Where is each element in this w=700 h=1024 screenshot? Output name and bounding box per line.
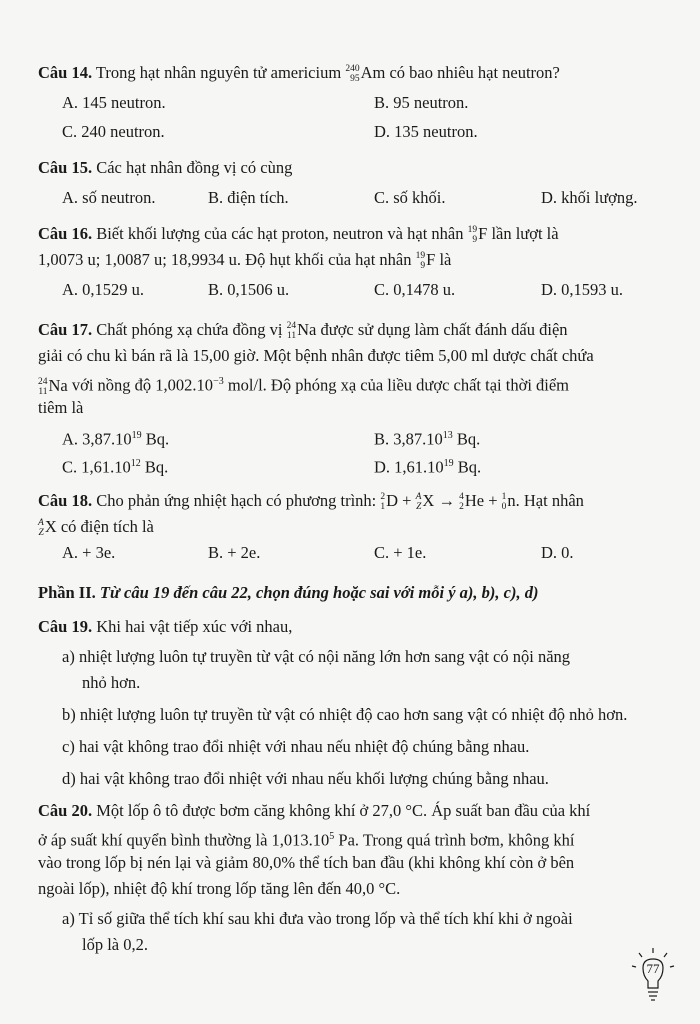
part2-label: Phần II. [38,583,96,602]
q17-line1-before: Chất phóng xạ chứa đồng vị [96,320,283,339]
q18-line2-after: có điện tích là [60,517,154,536]
q18-text-after: Hạt nhân [523,491,584,510]
q18-option-b: B. + 2e. [208,543,261,562]
q16-line2 [38,249,670,271]
q14-stem [38,62,670,84]
q19-item-c: c) hai vật không trao đổi nhiệt với nhau nếu nhiệt độ chúng bằng nhau. [62,737,530,756]
q15-stem [38,157,670,179]
q20-line4: ngoài lốp), nhiệt độ khí trong lốp tăng lên đến 40,0 °C. [38,879,401,898]
q17-line4: tiêm là [38,398,84,417]
q16-option-d: D. 0,1593 u. [541,280,624,299]
q16-fluorine-2: 19 9 F [415,250,436,272]
q20-item-a-line1: a) Tỉ số giữa thể tích khí sau khi đưa vào trong lốp và thể tích khí khi ở ngoài [62,909,573,928]
q18-option-c: C. + 1e. [374,543,427,562]
q17-line3-unit: mol/l. Độ phóng xạ của liều dược chất tại thời điểm [227,375,570,395]
q19-item-a-line2: nhỏ hơn. [82,673,141,692]
part2-instruction: Từ câu 19 đến câu 22, chọn đúng hoặc sai với mỗi ý a), b), c), d) [99,583,539,602]
q16-line2-after: là [439,250,452,269]
page-number: 77 [646,961,660,976]
q17-line3-exp: −3 [213,376,224,387]
q15-text: Các hạt nhân đồng vị có cùng [96,158,293,177]
q17-option-a: A. 3,87.10$^{19}$ Bq. [62,429,170,449]
q17-option-c: C. 1,61.10$^{12}$ Bq. [62,457,169,477]
q15-option-c: C. số khối. [374,188,446,207]
q18-label: Câu 18. [38,491,93,510]
q14-text-before: Trong hạt nhân nguyên tử americium [95,63,342,82]
q14-label: Câu 14. [38,63,93,82]
q16-option-b: B. 0,1506 u. [208,280,290,299]
q19-text: Khi hai vật tiếp xúc với nhau, [96,617,293,636]
q20-item-a-line2: lốp là 0,2. [82,935,148,954]
q18-nucleus-x: A Z X [38,517,57,539]
q17-line1 [38,319,670,341]
q19-item-b: b) nhiệt lượng luôn tự truyền từ vật có nhiệt độ cao hơn sang vật có nhiệt độ nhỏ hơn. [62,705,628,724]
q20-line1-text: Một lốp ô tô được bơm căng không khí ở 27,0 °C. Áp suất ban đầu của khí [96,801,591,820]
page-number-badge [630,946,676,1006]
q17-label: Câu 17. [38,320,93,339]
q14-text-after: có bao nhiêu hạt neutron? [389,63,560,82]
q16-line2-before: 1,0073 u; 1,0087 u; 18,9934 u. Độ hụt khối của hạt nhân [38,250,412,269]
q15-label: Câu 15. [38,158,93,177]
q15-option-a: A. số neutron. [62,188,156,207]
q19-label: Câu 19. [38,617,93,636]
q18-equation: 2 1 D + A Z X → 4 2 He + 1 0 n. [380,491,520,513]
q18-option-a: A. + 3e. [62,543,116,562]
q16-line1-after: lần lượt là [491,224,559,243]
q18-option-d: D. 0. [541,543,574,562]
q17-line2: giải có chu kì bán rã là 15,00 giờ. Một bệnh nhân được tiêm 5,00 ml dược chất chứa [38,346,594,365]
q16-option-a: A. 0,1529 u. [62,280,145,299]
q15-option-b: B. điện tích. [208,188,289,207]
q14-nuclide: 240 95 Am [345,63,386,85]
q16-label: Câu 16. [38,224,93,243]
q15-option-d: D. khối lượng. [541,188,638,207]
q14-option-a: A. 145 neutron. [62,93,166,112]
q20-line2: ở áp suất khí quyển bình thường là 1,013.10$^5$ Pa. Trong quá trình bơm, không khí [38,830,575,850]
q14-option-d: D. 135 neutron. [374,122,478,141]
q14-option-b: B. 95 neutron. [374,93,469,112]
q17-sodium-1: 24 11 Na [286,320,317,342]
q20-label: Câu 20. [38,801,93,820]
q16-option-c: C. 0,1478 u. [374,280,456,299]
part2-heading [38,582,670,604]
q19-stem [38,616,670,638]
q17-option-b: B. 3,87.10$^{13}$ Bq. [374,429,481,449]
q16-fluorine-1: 19 9 F [467,224,488,246]
q19-item-a-line1: a) nhiệt lượng luôn tự truyền từ vật có nội năng lớn hơn sang vật có nội năng [62,647,571,666]
q19-item-d: d) hai vật không trao đổi nhiệt với nhau nếu khối lượng chúng bằng nhau. [62,769,549,788]
q17-sodium-2: 24 11 Na [38,375,68,397]
q17-option-d: D. 1,61.10$^{19}$ Bq. [374,457,482,477]
q16-line1 [38,223,670,245]
q14-option-c: C. 240 neutron. [62,122,165,141]
q18-text-before: Cho phản ứng nhiệt hạch có phương trình: [96,491,377,510]
q16-line1-before: Biết khối lượng của các hạt proton, neutron và hạt nhân [96,224,464,243]
q17-line3-conc: với nồng độ 1,002.10 [71,375,214,395]
q20-line3: vào trong lốp bị nén lại và giảm 80,0% thể tích ban đầu (khi không khí còn ở bên [38,853,575,872]
q17-line3 [38,371,670,397]
q18-line1 [38,490,670,512]
q18-line2 [38,516,670,538]
q20-line1 [38,800,670,822]
q17-line1-after: được sử dụng làm chất đánh dấu điện [320,320,568,339]
